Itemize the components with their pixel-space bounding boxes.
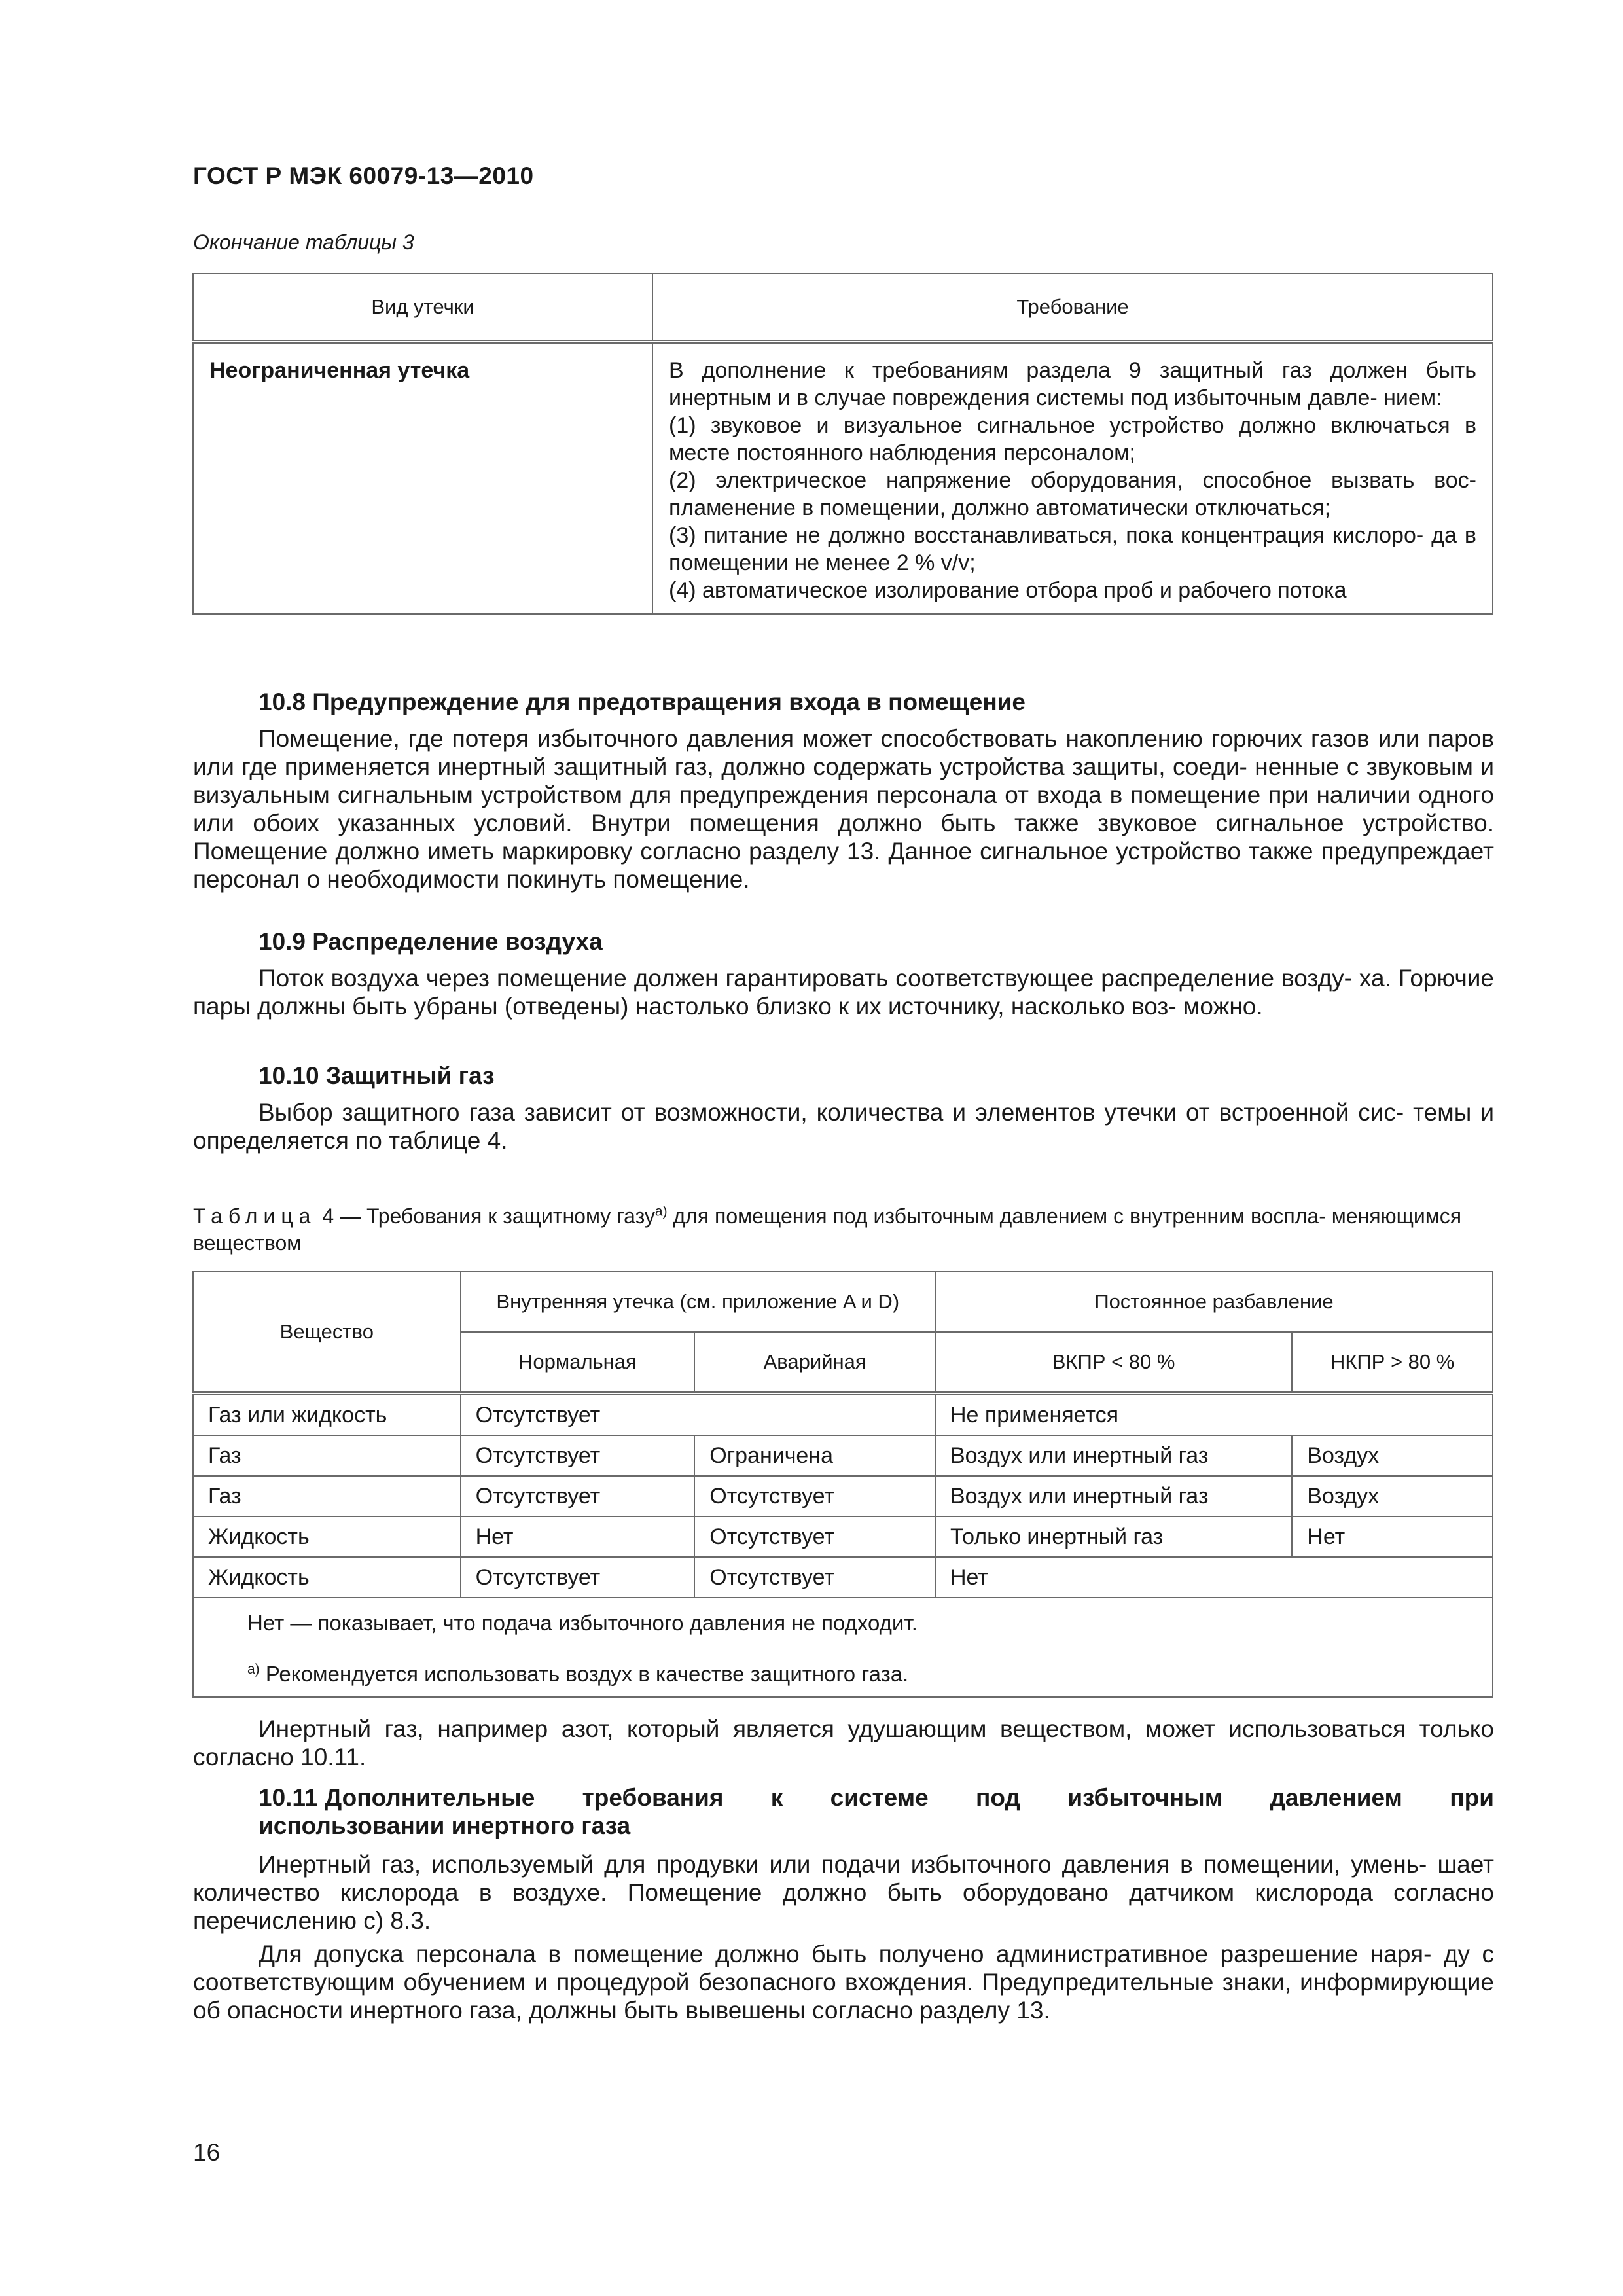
after-table4-text <box>193 1715 1494 1771</box>
requirement-line: (4) автоматическое изолирование отбора проб и рабочего потока <box>669 578 1347 603</box>
table-cell: Жидкость <box>193 1516 461 1557</box>
heading-word: 10.11 Дополнительные <box>259 1784 535 1811</box>
leak-type-cell: Неограниченная утечка <box>193 342 652 614</box>
column-header-requirement: Требование <box>652 274 1493 342</box>
table-cell: Газ или жидкость <box>193 1393 461 1435</box>
table-cell: Отсутствует <box>461 1476 695 1516</box>
table-cell: Только инертный газ <box>935 1516 1292 1557</box>
document-code: ГОСТ Р МЭК 60079-13—2010 <box>193 162 534 189</box>
table-row <box>193 1557 1493 1598</box>
column-header-internal-leak: Внутренняя утечка (см. приложение A и D) <box>461 1272 935 1332</box>
table-cell: Нет <box>1292 1516 1493 1557</box>
requirement-line: (3) питание не должно восстанавливаться, пока концентрация кислоро- да в помещении не менее 2 % v/v; <box>669 523 1476 575</box>
table-cell: Газ <box>193 1435 461 1476</box>
paragraph: Выбор защитного газа зависит от возможности, количества и элементов утечки от встроенной сис- темы и определяется по таблице 4. <box>193 1099 1494 1154</box>
heading-word: к <box>770 1784 783 1811</box>
footnote-text: Рекомендуется использовать воздух в качестве защитного газа. <box>259 1662 909 1686</box>
table3-continuation-caption: Окончание таблицы 3 <box>193 230 414 254</box>
table-cell: Жидкость <box>193 1557 461 1598</box>
table4-caption <box>193 1203 1494 1257</box>
table-row <box>193 342 1493 614</box>
paragraph: Для допуска персонала в помещение должно быть получено административное разрешение наря- ду с соответствующим обучением и процедурой безопасного вхождения. Предупредительные знаки, информирующие об опасности инертного газа, должны быть вывешены согласно разделу 13. <box>193 1941 1494 2024</box>
table-cell: Воздух или инертный газ <box>935 1476 1292 1516</box>
table-4 <box>192 1271 1493 1698</box>
column-header-nkpr: НКПР > 80 % <box>1292 1332 1493 1393</box>
table-cell: Отсутствует <box>694 1557 935 1598</box>
paragraph: Инертный газ, используемый для продувки или подачи избыточного давления в помещении, умень- шает количество кислорода в воздухе. Помещение должно быть оборудовано датчиком кислорода согласно перечислению с) 8.3. <box>193 1851 1494 1934</box>
table-cell: Воздух или инертный газ <box>935 1435 1292 1476</box>
section-heading-10-10: 10.10 Защитный газ <box>259 1062 495 1089</box>
section-10-10-text <box>193 1098 1494 1155</box>
requirement-line: (1) звуковое и визуальное сигнальное устройство должно включаться в месте постоянного наблюдения персоналом; <box>669 413 1476 465</box>
column-header-substance: Вещество <box>193 1272 461 1393</box>
table-cell: Ограничена <box>694 1435 935 1476</box>
section-10-8-text <box>193 725 1494 893</box>
table-cell: Нет <box>935 1557 1493 1598</box>
section-heading-10-9: 10.9 Распределение воздуха <box>259 928 603 955</box>
footnote-marker: а) <box>247 1662 260 1677</box>
column-header-dilution: Постоянное разбавление <box>935 1272 1493 1332</box>
heading-word: давлением <box>1270 1784 1402 1811</box>
requirement-cell <box>652 342 1493 614</box>
table-cell: Воздух <box>1292 1435 1493 1476</box>
section-10-9-text <box>193 964 1494 1020</box>
table-cell: Отсутствует <box>461 1393 935 1435</box>
table-cell: Не применяется <box>935 1393 1493 1435</box>
table-row <box>193 1435 1493 1476</box>
heading-line <box>259 1784 1494 1812</box>
column-header-normal: Нормальная <box>461 1332 695 1393</box>
heading-word: избыточным <box>1067 1784 1223 1811</box>
section-heading-10-8: 10.8 Предупреждение для предотвращения входа в помещение <box>259 689 1026 715</box>
table-title: 4 — Требования к защитному газу <box>322 1204 655 1228</box>
table-3-continuation <box>192 273 1493 615</box>
table-note-row <box>193 1598 1493 1697</box>
table-header-row <box>193 274 1493 342</box>
table-cell: Нет <box>461 1516 695 1557</box>
table-cell: Газ <box>193 1476 461 1516</box>
table-cell: Отсутствует <box>694 1476 935 1516</box>
section-heading-10-11 <box>259 1784 1494 1840</box>
table-row <box>193 1516 1493 1557</box>
table-title-tail: для помещения под избыточным давлением с внутренним воспла- меняющимся веществом <box>193 1204 1462 1255</box>
heading-word: требования <box>582 1784 724 1811</box>
page-number: 16 <box>193 2139 221 2166</box>
column-header-emergency: Аварийная <box>694 1332 935 1393</box>
footnote-marker: а) <box>654 1204 668 1219</box>
table-footnote <box>247 1661 1492 1687</box>
table-header-row <box>193 1272 1493 1332</box>
heading-word: под <box>976 1784 1020 1811</box>
paragraph: Поток воздуха через помещение должен гарантировать соответствующее распределение возду- ха. Горючие пары должны быть убраны (отведены) настолько близко к их источнику, насколько воз- можно. <box>193 965 1494 1020</box>
table-note: Нет — показывает, что подача избыточного давления не подходит. <box>247 1611 918 1635</box>
table-cell: Отсутствует <box>461 1557 695 1598</box>
heading-line: использовании инертного газа <box>259 1812 631 1839</box>
heading-word: при <box>1450 1784 1494 1811</box>
table-label: Таблица <box>193 1204 317 1228</box>
table-cell: Воздух <box>1292 1476 1493 1516</box>
section-10-11-text <box>193 1850 1494 2024</box>
paragraph: Помещение, где потеря избыточного давления может способствовать накоплению горючих газов или паров или где применяется инертный защитный газ, должно содержать устройства защиты, соеди- ненные с звуковым и визуальным сигнальным устройством для предупреждения персонала от входа в помещение при наличии одного или обоих указанных условий. Внутри помещения должно быть также звуковое сигнальное устройство. Помещение должно иметь маркировку согласно разделу 13. Данное сигнальное устройство также предупреждает персонал о необходимости покинуть помещение. <box>193 725 1494 893</box>
column-header-leak-type: Вид утечки <box>193 274 652 342</box>
heading-word: системе <box>830 1784 929 1811</box>
table-cell: Отсутствует <box>461 1435 695 1476</box>
column-header-vkpr: ВКПР < 80 % <box>935 1332 1292 1393</box>
table-cell: Отсутствует <box>694 1516 935 1557</box>
requirement-line: (2) электрическое напряжение оборудования, способное вызвать вос- пламенение в помещении, должно автоматически отключаться; <box>669 468 1476 520</box>
paragraph: Инертный газ, например азот, который является удушающим веществом, может использоваться только согласно 10.11. <box>193 1715 1494 1770</box>
table-note-cell <box>193 1598 1493 1697</box>
table-row <box>193 1476 1493 1516</box>
requirement-line: В дополнение к требованиям раздела 9 защитный газ должен быть инертным и в случае повреждения системы под избыточным давле- нием: <box>669 358 1476 410</box>
table-row <box>193 1393 1493 1435</box>
